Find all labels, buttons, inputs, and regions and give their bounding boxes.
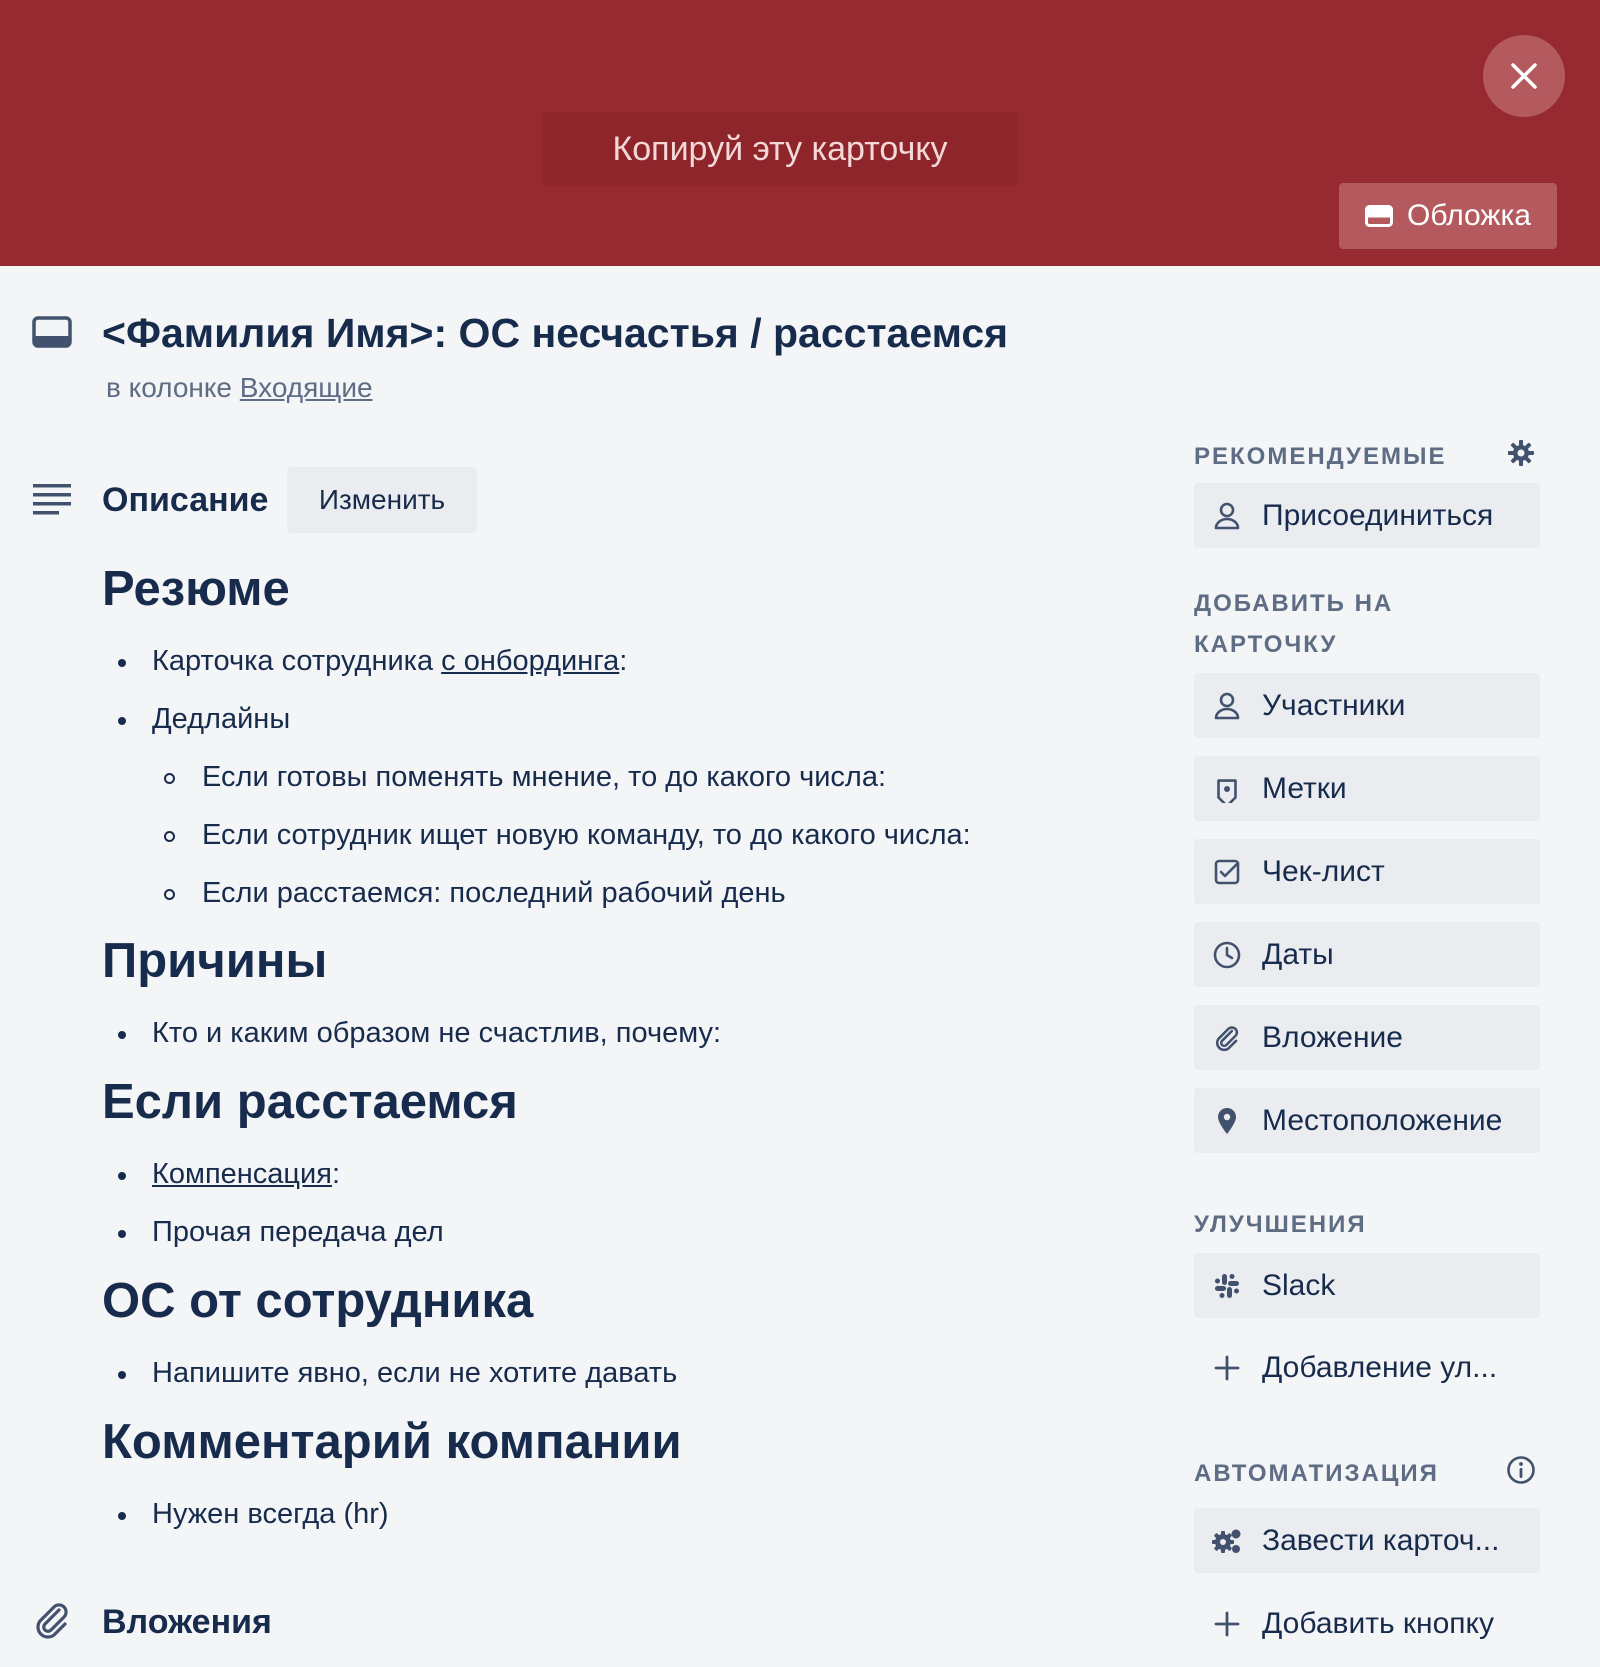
cover-button-label: Обложка bbox=[1407, 199, 1531, 232]
list-name-link[interactable]: Входящие bbox=[239, 372, 373, 403]
list-item: Компенсация: bbox=[152, 1158, 340, 1191]
bullet bbox=[118, 1230, 126, 1238]
heading-company-comment: Комментарий компании bbox=[102, 1415, 682, 1469]
cover-icon bbox=[1365, 205, 1393, 227]
join-button[interactable]: Присоединиться bbox=[1194, 483, 1540, 548]
onboarding-link[interactable]: с онбординга bbox=[441, 645, 620, 677]
location-button[interactable]: Местоположение bbox=[1194, 1088, 1540, 1153]
gear-icon bbox=[1507, 439, 1535, 467]
list-item: Дедлайны bbox=[152, 703, 290, 736]
checkbox-icon bbox=[1212, 857, 1242, 887]
card-icon bbox=[32, 316, 72, 353]
suggested-heading: РЕКОМЕНДУЕМЫЕ bbox=[1194, 443, 1447, 470]
map-pin-icon bbox=[1212, 1106, 1242, 1136]
attachments-label: Вложения bbox=[102, 1603, 272, 1641]
checklist-button[interactable]: Чек-лист bbox=[1194, 839, 1540, 904]
plus-icon bbox=[1212, 1609, 1242, 1639]
user-icon bbox=[1212, 501, 1242, 531]
list-item: Кто и каким образом не счастлив, почему: bbox=[152, 1017, 721, 1050]
labels-button[interactable]: Метки bbox=[1194, 756, 1540, 821]
add-automation-button[interactable]: Добавить кнопку bbox=[1194, 1591, 1540, 1656]
slack-icon bbox=[1212, 1271, 1242, 1301]
add-power-up-button[interactable]: Добавление ул... bbox=[1194, 1335, 1540, 1400]
info-icon bbox=[1506, 1455, 1536, 1485]
cover-button[interactable] bbox=[1339, 183, 1557, 249]
clock-icon bbox=[1212, 940, 1242, 970]
heading-feedback: ОС от сотрудника bbox=[102, 1274, 534, 1328]
description-icon bbox=[32, 482, 72, 521]
in-list-prefix: в колонке bbox=[106, 372, 232, 403]
template-banner-text: Копируй эту карточку bbox=[612, 129, 948, 168]
bullet bbox=[118, 1031, 126, 1039]
list-item: Напишите явно, если не хотите давать bbox=[152, 1357, 677, 1390]
compensation-link[interactable]: Компенсация bbox=[152, 1158, 332, 1190]
paperclip-icon bbox=[32, 1600, 72, 1645]
card-cover bbox=[0, 0, 1600, 266]
heading-resume: Резюме bbox=[102, 562, 290, 616]
template-banner bbox=[543, 112, 1017, 186]
label-icon bbox=[1212, 774, 1242, 804]
user-icon bbox=[1212, 691, 1242, 721]
close-button[interactable] bbox=[1483, 35, 1565, 117]
bullet bbox=[118, 659, 126, 667]
edit-button-label: Изменить bbox=[318, 484, 446, 515]
edit-description-button[interactable] bbox=[287, 467, 477, 533]
bullet bbox=[118, 717, 126, 725]
in-list-text bbox=[106, 372, 373, 404]
list-item: Прочая передача дел bbox=[152, 1216, 444, 1249]
circle-bullet bbox=[164, 889, 175, 900]
automation-heading: АВТОМАТИЗАЦИЯ bbox=[1194, 1460, 1439, 1487]
bullet bbox=[118, 1371, 126, 1379]
sub-list-item: Если готовы поменять мнение, то до какого числа: bbox=[202, 761, 886, 794]
circle-bullet bbox=[164, 773, 175, 784]
list-item: Карточка сотрудника с онбординга: bbox=[152, 645, 627, 678]
heading-parting: Если расстаемся bbox=[102, 1075, 518, 1129]
description-label: Описание bbox=[102, 481, 269, 519]
create-card-automation-button[interactable]: Завести карточ... bbox=[1194, 1508, 1540, 1573]
heading-reasons: Причины bbox=[102, 934, 328, 988]
slack-button[interactable]: Slack bbox=[1194, 1253, 1540, 1318]
attachment-button[interactable]: Вложение bbox=[1194, 1005, 1540, 1070]
plus-icon bbox=[1212, 1353, 1242, 1383]
add-to-card-heading: ДОБАВИТЬ НА КАРТОЧКУ bbox=[1194, 590, 1394, 658]
close-icon bbox=[1510, 62, 1538, 90]
sub-list-item: Если расстаемся: последний рабочий день bbox=[202, 877, 786, 910]
members-button[interactable]: Участники bbox=[1194, 673, 1540, 738]
automation-info-button[interactable] bbox=[1501, 1450, 1541, 1490]
circle-bullet bbox=[164, 831, 175, 842]
sub-list-item: Если сотрудник ищет новую команду, то до какого числа: bbox=[202, 819, 971, 852]
card-title[interactable]: <Фамилия Имя>: ОС несчастья / расстаемся bbox=[102, 310, 1009, 356]
paperclip-icon bbox=[1212, 1023, 1242, 1053]
bullet bbox=[118, 1512, 126, 1520]
suggested-settings-button[interactable] bbox=[1501, 433, 1541, 473]
list-item: Нужен всегда (hr) bbox=[152, 1498, 389, 1531]
gears-icon bbox=[1212, 1526, 1242, 1556]
bullet bbox=[118, 1172, 126, 1180]
power-ups-heading: УЛУЧШЕНИЯ bbox=[1194, 1211, 1367, 1238]
dates-button[interactable]: Даты bbox=[1194, 922, 1540, 987]
